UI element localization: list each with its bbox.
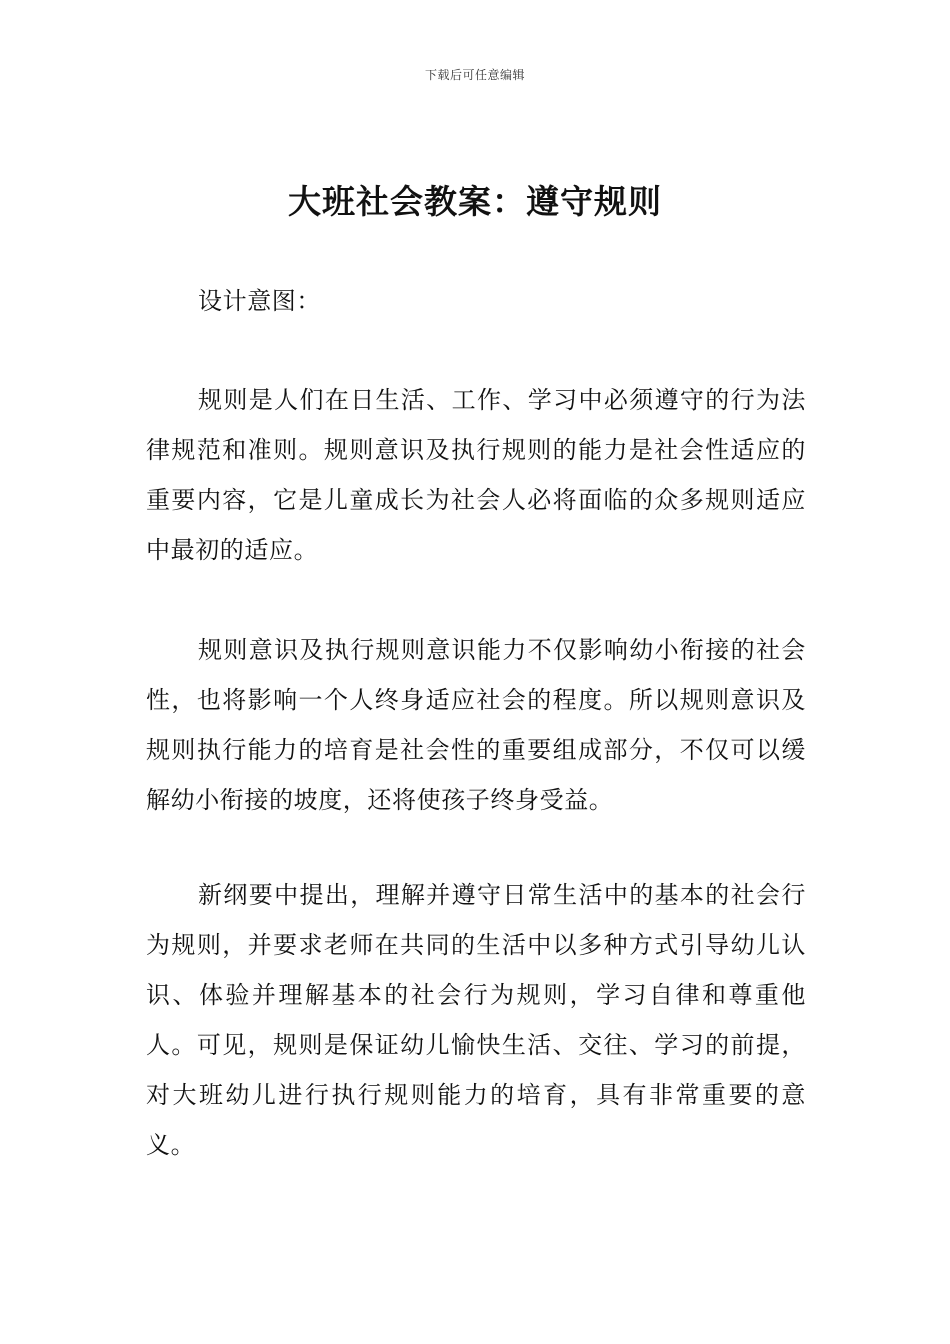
paragraph-1: 规则是人们在日生活、工作、学习中必须遵守的行为法律规范和准则。规则意识及执行规则的能力是社会性适应的重要内容，它是儿童成长为社会人必将面临的众多规则适应中最初的适应。 xyxy=(146,386,806,564)
paragraph-2: 规则意识及执行规则意识能力不仅影响幼小衔接的社会性，也将影响一个人终身适应社会的程度。所以规则意识及规则执行能力的培育是社会性的重要组成部分，不仅可以缓解幼小衔接的坡度，还将使孩子终身受益。 xyxy=(146,636,806,814)
header-note: 下载后可任意编辑 xyxy=(424,68,525,82)
paragraph-3: 新纲要中提出，理解并遵守日常生活中的基本的社会行为规则，并要求老师在共同的生活中以多种方式引导幼儿认识、体验并理解基本的社会行为规则，学习自律和尊重他人。可见，规则是保证幼儿愉快生活、交往、学习的前提，对大班幼儿进行执行规则能力的培育，具有非常重要的意义。 xyxy=(146,881,806,1159)
section-label: 设计意图： xyxy=(198,287,321,315)
page-title: 大班社会教案：遵守规则 xyxy=(288,182,662,221)
